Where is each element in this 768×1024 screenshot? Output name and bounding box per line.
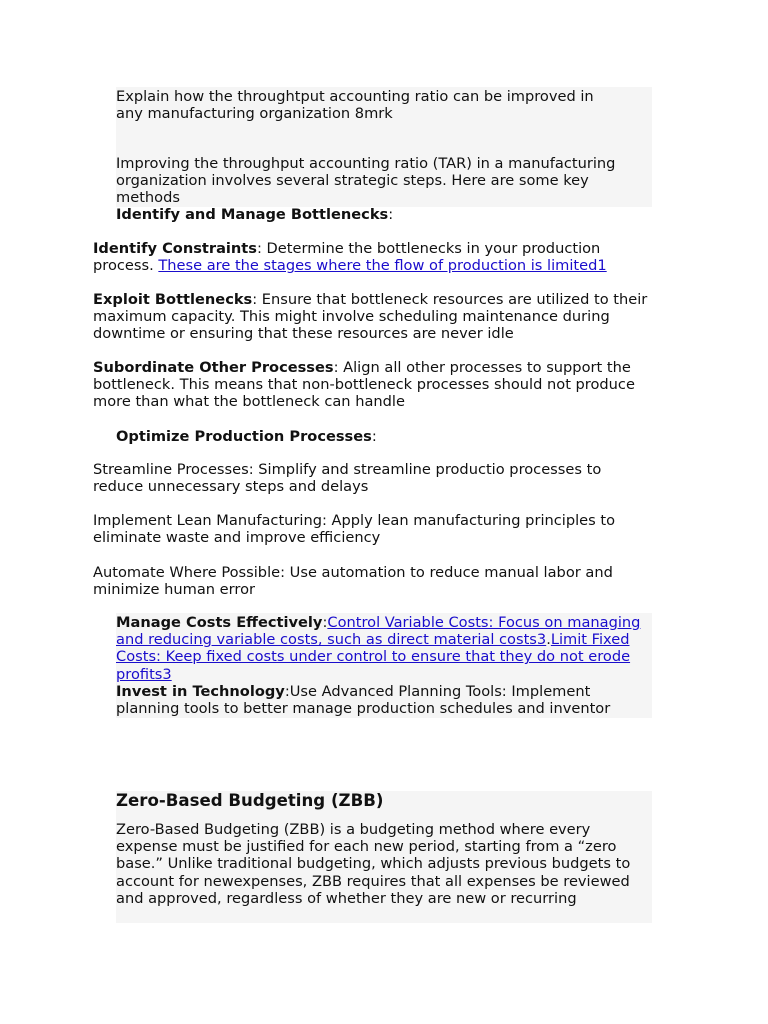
heading-text: Optimize Production Processes: [116, 428, 372, 445]
item-label: Exploit Bottlenecks: [93, 291, 253, 308]
question-line-1: Explain how the throughtput accounting ratio can be improved in: [116, 88, 594, 105]
item-identify-constraints: [93, 240, 653, 274]
manage-costs-paragraph: Manage Costs Effectively:Control Variable Costs: Focus on managing and reducing variable costs, such as direct material costs3.Limit Fixed Costs: Keep fixed costs under control to ensure that they do not erode profits3: [116, 614, 641, 683]
zbb-body: Zero-Based Budgeting (ZBB) is a budgeting method where every expense must be justified for each new period, starting from a “zero base.” Unlike traditional budgeting, which adjusts previous budgets to account for newexpenses, ZBB requires that all expenses be reviewed and approved, regardless of whether they are new or recurring: [116, 821, 631, 907]
item-label: Subordinate Other Processes: [93, 359, 334, 376]
zbb-block: [116, 791, 652, 923]
item-lean: Implement Lean Manufacturing: Apply lean manufacturing principles to eliminate waste and improve efficiency: [93, 512, 616, 547]
separator: .: [546, 631, 551, 649]
variable-costs-link[interactable]: Control Variable Costs: Focus on managing and reducing variable costs, such as direct material costs3: [116, 614, 641, 649]
item-text: : Ensure that bottleneck resources are utilized to their maximum capacity. This might involve scheduling maintenance during downtime or ensuring that these resources are never idle: [93, 291, 648, 343]
question-block: [116, 87, 652, 207]
item-text: : Align all other processes to support the bottleneck. This means that non-bottleneck processes should not produce more than what the bottleneck can handle: [93, 359, 635, 411]
question-line-2: any manufacturing organization 8mrk: [116, 105, 393, 122]
source-link-1[interactable]: These are the stages where the flow of production is limited1: [158, 257, 607, 275]
item-label: Identify Constraints: [93, 240, 257, 257]
item-exploit-bottlenecks: [93, 291, 653, 343]
item-streamline: Streamline Processes: Simplify and streamline productio processes to reduce unnecessary steps and delays: [93, 461, 602, 496]
item-text: : Determine the bottlenecks in your production process.: [93, 240, 601, 275]
section-heading-optimize: Optimize Production Processes:: [116, 428, 377, 445]
manage-costs-heading: Manage Costs Effectively: [116, 614, 323, 631]
item-automate: Automate Where Possible: Use automation to reduce manual labor and minimize human error: [93, 564, 613, 599]
invest-tech-heading: Invest in Technology: [116, 683, 285, 700]
invest-tech-text: :Use Advanced Planning Tools: Implement planning tools to better manage production schedules and inventor: [116, 683, 611, 718]
item-subordinate-processes: [93, 359, 653, 411]
heading-text: Identify and Manage Bottlenecks: [116, 206, 389, 223]
invest-tech-paragraph: [116, 683, 652, 717]
zbb-title: Zero-Based Budgeting (ZBB): [116, 791, 384, 810]
costs-and-tech-block: [116, 613, 652, 718]
section-heading-bottlenecks: Identify and Manage Bottlenecks:: [116, 206, 394, 223]
intro-paragraph: Improving the throughput accounting ratio (TAR) in a manufacturing organization involves several strategic steps. Here are some key methods: [116, 155, 616, 207]
fixed-costs-link[interactable]: Limit Fixed Costs: Keep fixed costs under control to ensure that they do not erode profits3: [116, 631, 631, 683]
